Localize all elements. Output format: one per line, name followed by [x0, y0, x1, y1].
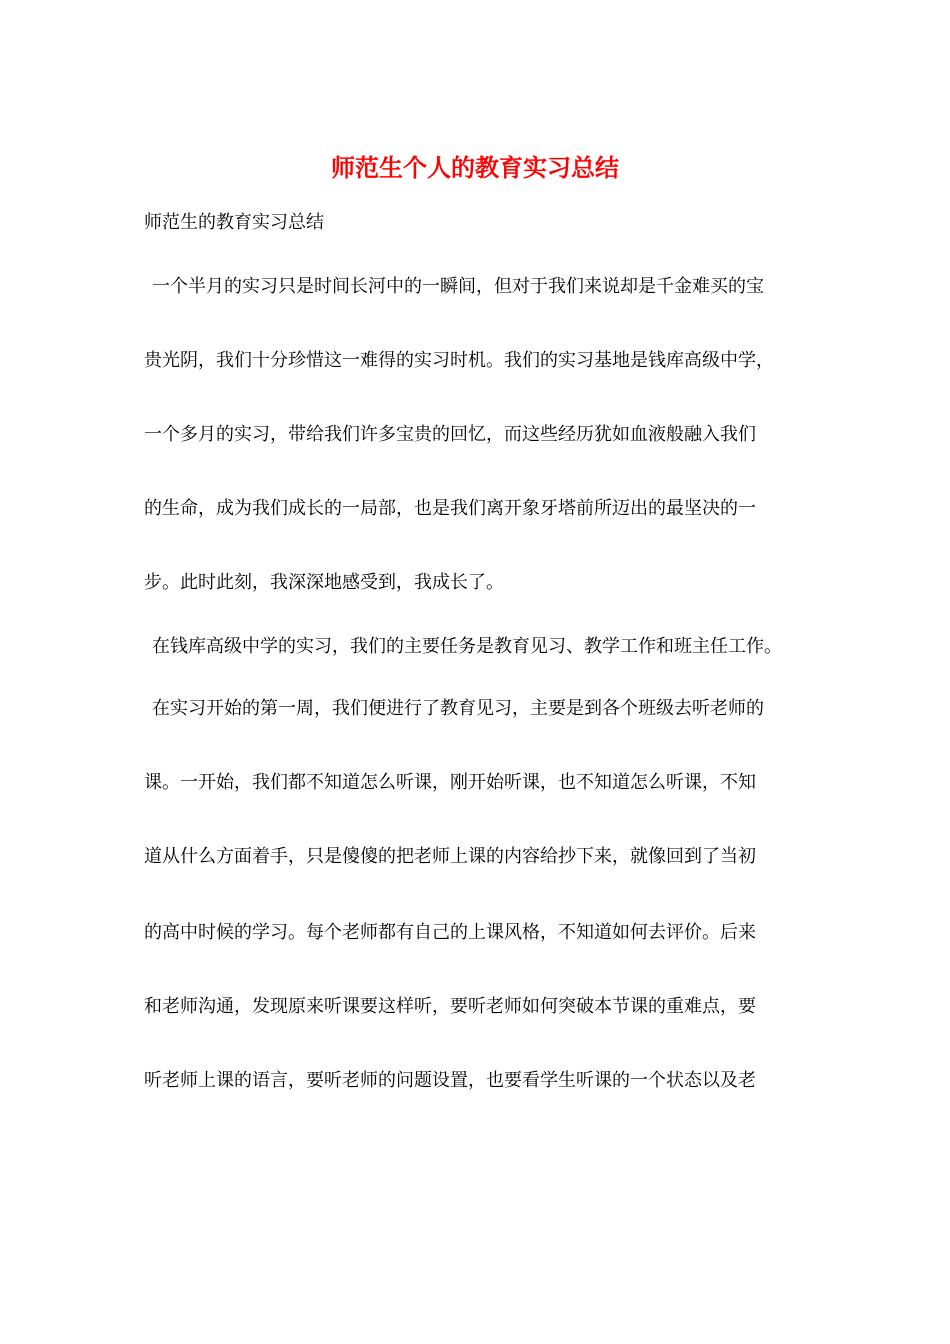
- document-title: 师范生个人的教育实习总结: [331, 153, 619, 182]
- paragraph-line: 在实习开始的第一周，我们便进行了教育见习，主要是到各个班级去听老师的: [152, 698, 764, 719]
- paragraph-line: 道从什么方面着手，只是傻傻的把老师上课的内容给抄下来，就像回到了当初: [144, 846, 756, 867]
- paragraph-line: 的高中时候的学习。每个老师都有自己的上课风格，不知道如何去评价。后来: [144, 922, 756, 943]
- paragraph-line: 听老师上课的语言，要听老师的问题设置，也要看学生听课的一个状态以及老: [144, 1070, 756, 1091]
- paragraph-line: 的生命，成为我们成长的一局部，也是我们离开象牙塔前所迈出的最坚决的一: [144, 498, 756, 519]
- paragraph-line: 贵光阴，我们十分珍惜这一难得的实习时机。我们的实习基地是钱库高级中学，: [144, 350, 774, 371]
- paragraph-line: 步。此时此刻，我深深地感受到，我成长了。: [144, 572, 504, 593]
- paragraph-line: 一个半月的实习只是时间长河中的一瞬间，但对于我们来说却是千金难买的宝: [152, 276, 764, 297]
- paragraph-line: 课。一开始，我们都不知道怎么听课，刚开始听课，也不知道怎么听课，不知: [144, 772, 756, 793]
- paragraph-line: 和老师沟通，发现原来听课要这样听，要听老师如何突破本节课的重难点，要: [144, 996, 756, 1017]
- paragraph-line: 一个多月的实习，带给我们许多宝贵的回忆，而这些经历犹如血液般融入我们: [144, 424, 756, 445]
- document-subtitle: 师范生的教育实习总结: [144, 212, 324, 233]
- paragraph-line: 在钱库高级中学的实习，我们的主要任务是教育见习、教学工作和班主任工作。: [152, 636, 782, 657]
